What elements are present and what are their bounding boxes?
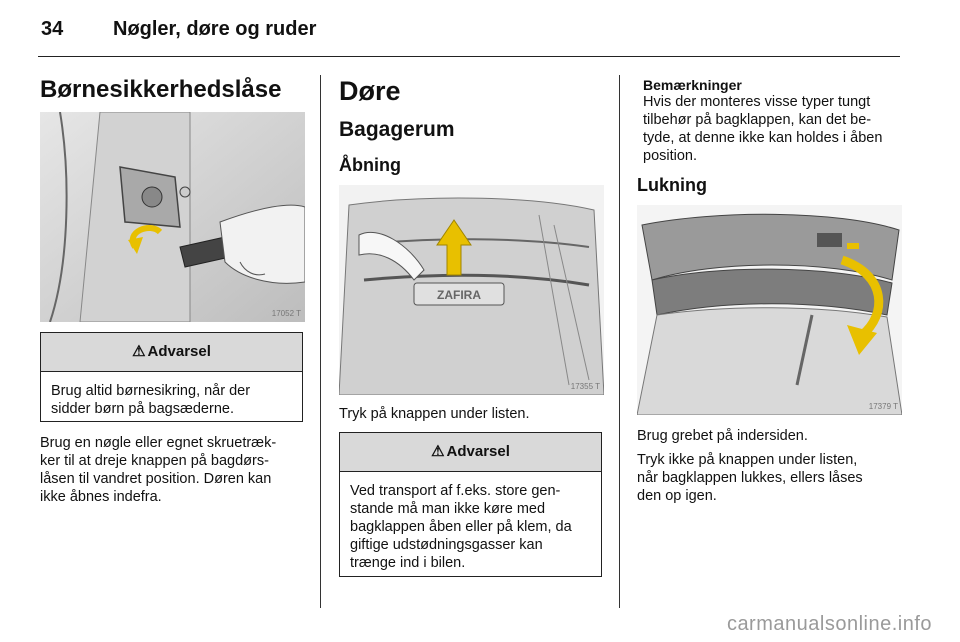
warning-line: stande må man ikke køre med	[350, 501, 546, 517]
warning-icon: ⚠	[431, 443, 445, 460]
warning-box-exhaust	[339, 432, 602, 577]
warning-title: Advarsel	[147, 343, 211, 360]
body-line: ker til at dreje knappen på bagdørs-	[40, 453, 269, 469]
body-line: låsen til vandret position. Døren kan	[40, 471, 272, 487]
warning-title: Advarsel	[446, 443, 510, 460]
section-heading-child-locks: Børnesikkerhedslåse	[40, 76, 282, 103]
zafira-badge: ZAFIRA	[437, 288, 481, 302]
tailgate-opening-drawing	[339, 185, 604, 395]
warning-text	[340, 472, 601, 572]
tailgate-closing-drawing	[637, 205, 902, 415]
body-line: Tryk ikke på knappen under listen,	[637, 452, 858, 468]
warning-line: bagklappen åben eller på klem, da	[350, 519, 572, 535]
page-number: 34	[41, 18, 64, 40]
warning-line: Ved transport af f.eks. store gen-	[350, 483, 561, 499]
section-heading-doors: Døre	[339, 76, 401, 106]
child-lock-body	[40, 434, 315, 506]
figure-code: 17355 T	[570, 382, 600, 391]
note-title: Bemærkninger	[643, 77, 742, 93]
figure-code: 17379 T	[868, 402, 898, 411]
note-line: Hvis der monteres visse typer tungt	[643, 94, 871, 110]
note-text	[643, 93, 908, 165]
closing-body-1: Brug grebet på indersiden.	[637, 428, 808, 444]
warning-line: giftige udstødningsgasser kan	[350, 537, 543, 553]
child-lock-illustration	[40, 112, 305, 322]
tailgate-closing-illustration	[637, 205, 902, 415]
body-line: den op igen.	[637, 488, 717, 504]
warning-box-child-lock	[40, 332, 303, 422]
subheading-luggage: Bagagerum	[339, 118, 455, 141]
opening-caption: Tryk på knappen under listen.	[339, 406, 530, 422]
header-rule	[38, 56, 900, 57]
note-line: position.	[643, 148, 698, 164]
watermark: carmanualsonline.info	[726, 613, 932, 635]
closing-body-2	[637, 451, 902, 505]
column-divider-2	[619, 75, 620, 608]
figure-code: 17052 T	[271, 309, 301, 318]
body-line: ikke åbnes indefra.	[40, 489, 162, 505]
note-line: tilbehør på bagklappen, kan det be-	[643, 112, 872, 128]
note-line: tyde, at denne ikke kan holdes i åben	[643, 130, 883, 146]
body-line: Brug en nøgle eller egnet skruetræk-	[40, 435, 277, 451]
subheading-closing: Lukning	[637, 175, 707, 195]
warning-text: Brug altid børnesikring, når der sidder børn på bagsæderne.	[51, 383, 251, 417]
column-divider-1	[320, 75, 321, 608]
subsubheading-opening: Åbning	[339, 155, 401, 175]
child-lock-drawing	[40, 112, 305, 322]
warning-line: trænge ind i bilen.	[350, 555, 466, 571]
warning-header	[340, 433, 601, 472]
body-line: når bagklappen lukkes, ellers låses	[637, 470, 863, 486]
page-header-title: Nøgler, døre og ruder	[113, 18, 317, 40]
warning-header	[41, 333, 302, 372]
warning-icon: ⚠	[132, 343, 146, 360]
tailgate-opening-illustration	[339, 185, 604, 395]
